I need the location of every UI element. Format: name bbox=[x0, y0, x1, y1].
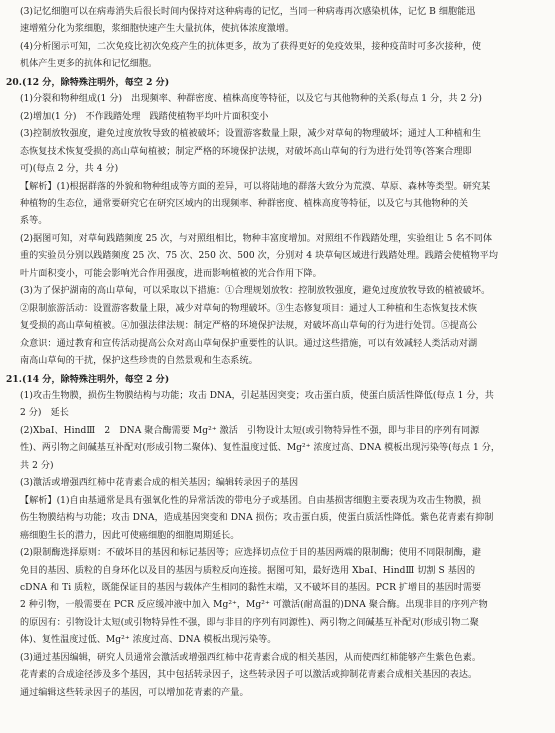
text-line: (3)记忆细胞可以在病毒消失后很长时间内保持对这种病毒的记忆，当同一种病毒再次感染机体，记忆 B 细胞能迅 bbox=[20, 7, 476, 17]
text-line: (3)为了保护湖南的高山草甸，可以采取以下措施：①合理规划放牧：控制放牧强度，避免过度放牧导致的植被破坏。 bbox=[20, 286, 491, 297]
text-line: (1)分裂和物种组成(1 分) 出现频率、种群密度、植株高度等特征，以及它与其他物种的关系(每点 1 分，共 2 分) bbox=[20, 94, 482, 105]
text-line: 2 种引物，一般需要在 PCR 反应缓冲液中加入 Mg²⁺，Mg²⁺ 可激活(耐高温的)DNA 聚合酶。出现非目的序列产物 bbox=[20, 600, 488, 611]
text-line: 速增殖分化为浆细胞，浆细胞快速产生大量抗体，使抗体浓度激增。 bbox=[20, 24, 295, 35]
text-line: 癌细胞生长的潜力，因此可使癌细胞的细胞周期延长。 bbox=[20, 530, 240, 541]
text-line: 共 2 分) bbox=[20, 460, 54, 471]
text-line: 伤生物膜结构与功能；攻击 DNA，造成基因突变和 DNA 损伤；攻击蛋白质，使蛋白质活性降低。紫色花青素有抑制 bbox=[20, 513, 494, 524]
text-line: 态恢复技术恢复受损的高山草甸植被；制定严格的环境保护法规，对破坏高山草甸的行为进行处罚等(答案合理即 bbox=[20, 146, 472, 157]
text-line: 叶片面积变小，可能会影响光合作用强度，进而影响植被的光合作用下降。 bbox=[20, 268, 322, 279]
text-line: (3)控制放牧强度，避免过度放牧导致的植被破坏；设置游客数量上限，减少对草甸的物理破坏；通过人工种植和生 bbox=[20, 129, 482, 140]
text-line: (3)激活或增强西红柿中花青素合成的相关基因；编辑转录因子的基因 bbox=[20, 478, 299, 489]
text-line: (2)增加(1 分) 不作践踏处理 践踏使植物平均叶片面积变小 bbox=[20, 111, 269, 122]
text-line: 2 分) 延长 bbox=[20, 408, 69, 419]
text-line: 可)(每点 2 分，共 4 分) bbox=[20, 164, 119, 175]
text-line: 种植物的生态位，通常要研究它在研究区域内的出现频率、种群密度、植株高度等特征，以及它与其他物种的关 bbox=[20, 198, 469, 209]
text-line: 众意识：通过教育和宣传活动提高公众对高山草甸保护重要性的认识。通过这些措施，可以有效减轻人类活动对湖 bbox=[20, 338, 478, 349]
analysis-paragraph: 【解析】(1)自由基通常是具有强氧化性的异常活泼的带电分子或基团。自由基损害细胞主要表现为攻击生物膜，损 bbox=[20, 495, 482, 506]
text-line: 性)、两引物之间碱基互补配对(形成引物二聚体)、复性温度过低、Mg²⁺ 浓度过高、DNA 模板出现污染等(每点 1 分， bbox=[20, 443, 501, 454]
text-line: (2)据图可知，对草甸践踏频度 25 次，与对照组相比，物种丰富度增加。对照组不作践踏处理，实验组让 5 名不同体 bbox=[20, 233, 493, 244]
text-line: 花青素的合成途径涉及多个基因，其中包括转录因子，这些转录因子可以激活或抑制花青素合成相关基因的表达。 bbox=[20, 670, 478, 681]
text-line: 南高山草甸的干扰，保护这些珍贵的自然景观和生态系统。 bbox=[20, 356, 258, 367]
text-line: (2)限制酶选择原则：不破坏目的基因和标记基因等；应选择切点位于目的基因两端的限制酶；使用不同限制酶，避 bbox=[20, 548, 482, 559]
text-line: 重的实验员分别以践踏频度 25 次、75 次、250 次、500 次，分别对 4 块草甸区域进行践踏处理。践踏会使植物平均 bbox=[20, 251, 498, 262]
text-line: 体)、复性温度过低、Mg²⁺ 浓度过高、DNA 模板出现污染等。 bbox=[20, 635, 277, 646]
question-header: 20.(12 分，除特殊注明外，每空 2 分) bbox=[6, 76, 170, 88]
answer-document bbox=[6, 0, 551, 702]
text-line: (3)通过基因编辑，研究人员通常会激活或增强西红柿中花青素合成的相关基因，从而使西红柿能够产生紫色色素。 bbox=[20, 652, 482, 663]
text-line: cDNA 和 Ti 质粒，既能保证目的基因与载体产生相同的黏性末端，又不破坏目的基因。PCR 扩增目的基因时需要 bbox=[20, 582, 482, 593]
text-line: ②限制旅游活动：设置游客数量上限，减少对草甸的物理破坏。③生态修复项目：通过人工种植和生态恢复技术恢 bbox=[20, 303, 478, 314]
text-line: (1)攻击生物膜，损伤生物膜结构与功能；攻击 DNA，引起基因突变；攻击蛋白质，使蛋白质活性降低(每点 1 分，共 bbox=[20, 390, 494, 401]
analysis-paragraph: 【解析】(1)根据群落的外貌和物种组成等方面的差异，可以将陆地的群落大致分为荒漠、草原、森林等类型。研究某 bbox=[20, 181, 491, 192]
text-line: 系等。 bbox=[20, 216, 48, 227]
text-line: 免目的基因、质粒的自身环化以及目的基因与质粒反向连接。据图可知，最好选用 XbaⅠ、HindⅢ 切割 S 基因的 bbox=[20, 565, 476, 576]
text-line: (2)XbaⅠ、HindⅢ 2 DNA 聚合酶需要 Mg²⁺ 激活 引物设计太短(或引物特异性不强，即与非目的序列有同源 bbox=[20, 425, 480, 436]
text-line: 机体产生更多的抗体和记忆细胞。 bbox=[20, 59, 158, 70]
text-line: (4)分析图示可知，二次免疫比初次免疫产生的抗体更多，故为了获得更好的免疫效果，接种疫苗时可多次接种，使 bbox=[20, 41, 482, 52]
question-header: 21.(14 分，除特殊注明外，每空 2 分) bbox=[6, 373, 170, 385]
text-line: 复受损的高山草甸植被。④加强法律法规：制定严格的环境保护法规，对破坏高山草甸的行为进行处罚。⑤提高公 bbox=[20, 321, 478, 332]
text-line: 通过编辑这些转录因子的基因，可以增加花青素的产量。 bbox=[20, 687, 249, 698]
text-line: 的原因有：引物设计太短(或引物特异性不强，即与非目的序列有同源性)、两引物之间碱基互补配对(形成引物二聚 bbox=[20, 617, 479, 628]
